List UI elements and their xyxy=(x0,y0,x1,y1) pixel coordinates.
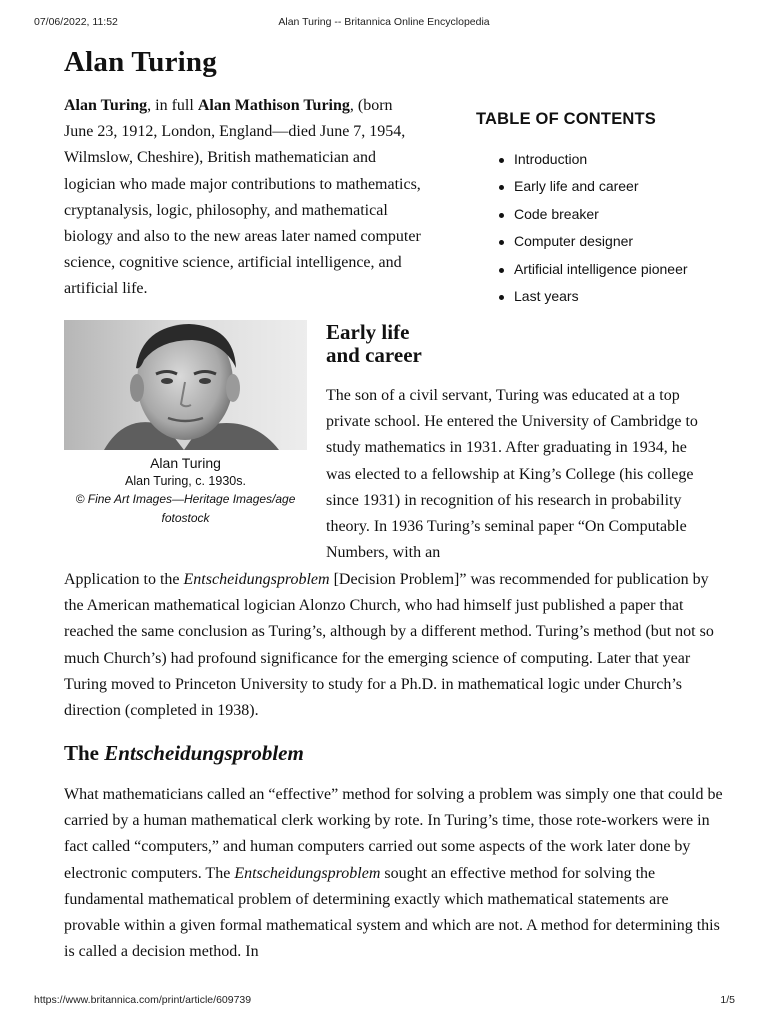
portrait-image xyxy=(64,320,307,450)
article-title: Alan Turing xyxy=(64,46,217,78)
heading-italic: Entscheidungsproblem xyxy=(104,741,304,765)
print-footer-page-number: 1/5 xyxy=(720,994,735,1006)
intro-full-name: Alan Mathison Turing xyxy=(197,97,350,114)
toc-item-label: Introduction xyxy=(514,151,588,167)
toc-item-code-breaker[interactable] xyxy=(476,206,736,233)
bullet-icon xyxy=(499,158,504,163)
bullet-icon xyxy=(499,240,504,245)
section-heading-entscheidungsproblem xyxy=(64,742,304,765)
toc-item-early-life[interactable] xyxy=(476,178,736,205)
turing-portrait-photo xyxy=(64,320,307,450)
early-life-paragraph-continued xyxy=(64,567,724,724)
toc-item-last-years[interactable] xyxy=(476,288,736,315)
photo-caption xyxy=(64,454,307,528)
bullet-icon xyxy=(499,295,504,300)
para-text: [Decision Problem]” was recommended for publication by the American mathematical logician Alonzo Church, who had himself just published a paper that reached the same conclusion as Turing’s, although by a different method. Turing’s method (but not so much Church’s) had profound significance for the emerging science of computing. Later that year Turing moved to Princeton University to study for a Ph.D. in mathematical logic under Church’s direction (completed in 1938). xyxy=(64,571,714,720)
para-text: What mathematicians called an “effective” method for solving a problem was simply one that could be carried by a human mathematical clerk working by rote. In Turing’s time, those rote-workers were in fact called “computers,” and human computers carried out some aspects of the work later done by electronic computers. The xyxy=(64,786,723,882)
intro-in-full: , in full xyxy=(147,97,198,114)
toc-item-label: Artificial intelligence pioneer xyxy=(514,260,688,277)
para-italic-term: Entscheidungsproblem xyxy=(183,571,330,588)
toc-item-ai-pioneer[interactable] xyxy=(476,261,736,288)
caption-subtitle: Alan Turing, c. 1930s. xyxy=(125,474,246,488)
heading-prefix: The xyxy=(64,741,105,765)
print-footer-url: https://www.britannica.com/print/article/609739 xyxy=(34,994,252,1006)
intro-paragraph xyxy=(64,93,424,303)
print-header-title: Alan Turing -- Britannica Online Encyclopedia xyxy=(278,16,490,28)
intro-name: Alan Turing xyxy=(64,97,148,114)
bullet-icon xyxy=(499,213,504,218)
toc-item-label: Last years xyxy=(514,287,579,304)
heading-line-2: and career xyxy=(326,343,422,367)
toc-item-introduction[interactable] xyxy=(476,151,736,178)
entscheidungsproblem-paragraph xyxy=(64,782,724,965)
print-header-datetime: 07/06/2022, 11:52 xyxy=(34,16,118,28)
toc-list xyxy=(476,151,736,315)
bullet-icon xyxy=(499,268,504,273)
early-life-paragraph-side: The son of a civil servant, Turing was educated at a top private school. He entered the University of Cambridge to study mathematics in 1931. After graduating in 1934, he was elected to a fellowship at King’s College (his college since 1931) in recognition of his research in probability theory. In 1936 Turing’s seminal paper “On Computable Numbers, with an xyxy=(326,387,698,562)
toc-heading: TABLE OF CONTENTS xyxy=(476,110,657,128)
toc-item-computer-designer[interactable] xyxy=(476,233,736,260)
para-text: Application to the xyxy=(64,571,184,588)
toc-item-label: Early life and career xyxy=(514,178,639,195)
caption-credit-line-1: © Fine Art Images—Heritage Images/age xyxy=(75,492,296,506)
caption-name: Alan Turing xyxy=(150,455,221,471)
para-italic-term: Entscheidungsproblem xyxy=(234,864,381,882)
heading-line-1: Early life xyxy=(326,320,410,344)
toc-item-label: Code breaker xyxy=(514,205,599,222)
bullet-icon xyxy=(499,185,504,190)
table-of-contents xyxy=(476,110,736,315)
toc-item-label: Computer designer xyxy=(514,233,634,250)
intro-rest: , (born June 23, 1912, London, England—died June 7, 1954, Wilmslow, Cheshire), British mathematician and logician who made major contributions to mathematics, cryptanalysis, logic, philosophy, and mathematical biology and also to the new areas later named computer science, cognitive science, artificial intelligence, and artificial life. xyxy=(64,97,421,298)
caption-credit-line-2: fotostock xyxy=(161,511,210,525)
para-text: sought an effective method for solving the fundamental mathematical problem of determining exactly which mathematical statements are provable within a given formal mathematical system and which are not. A method for determining this is called a decision method. In xyxy=(64,864,720,961)
section-heading-early-life xyxy=(326,321,466,367)
